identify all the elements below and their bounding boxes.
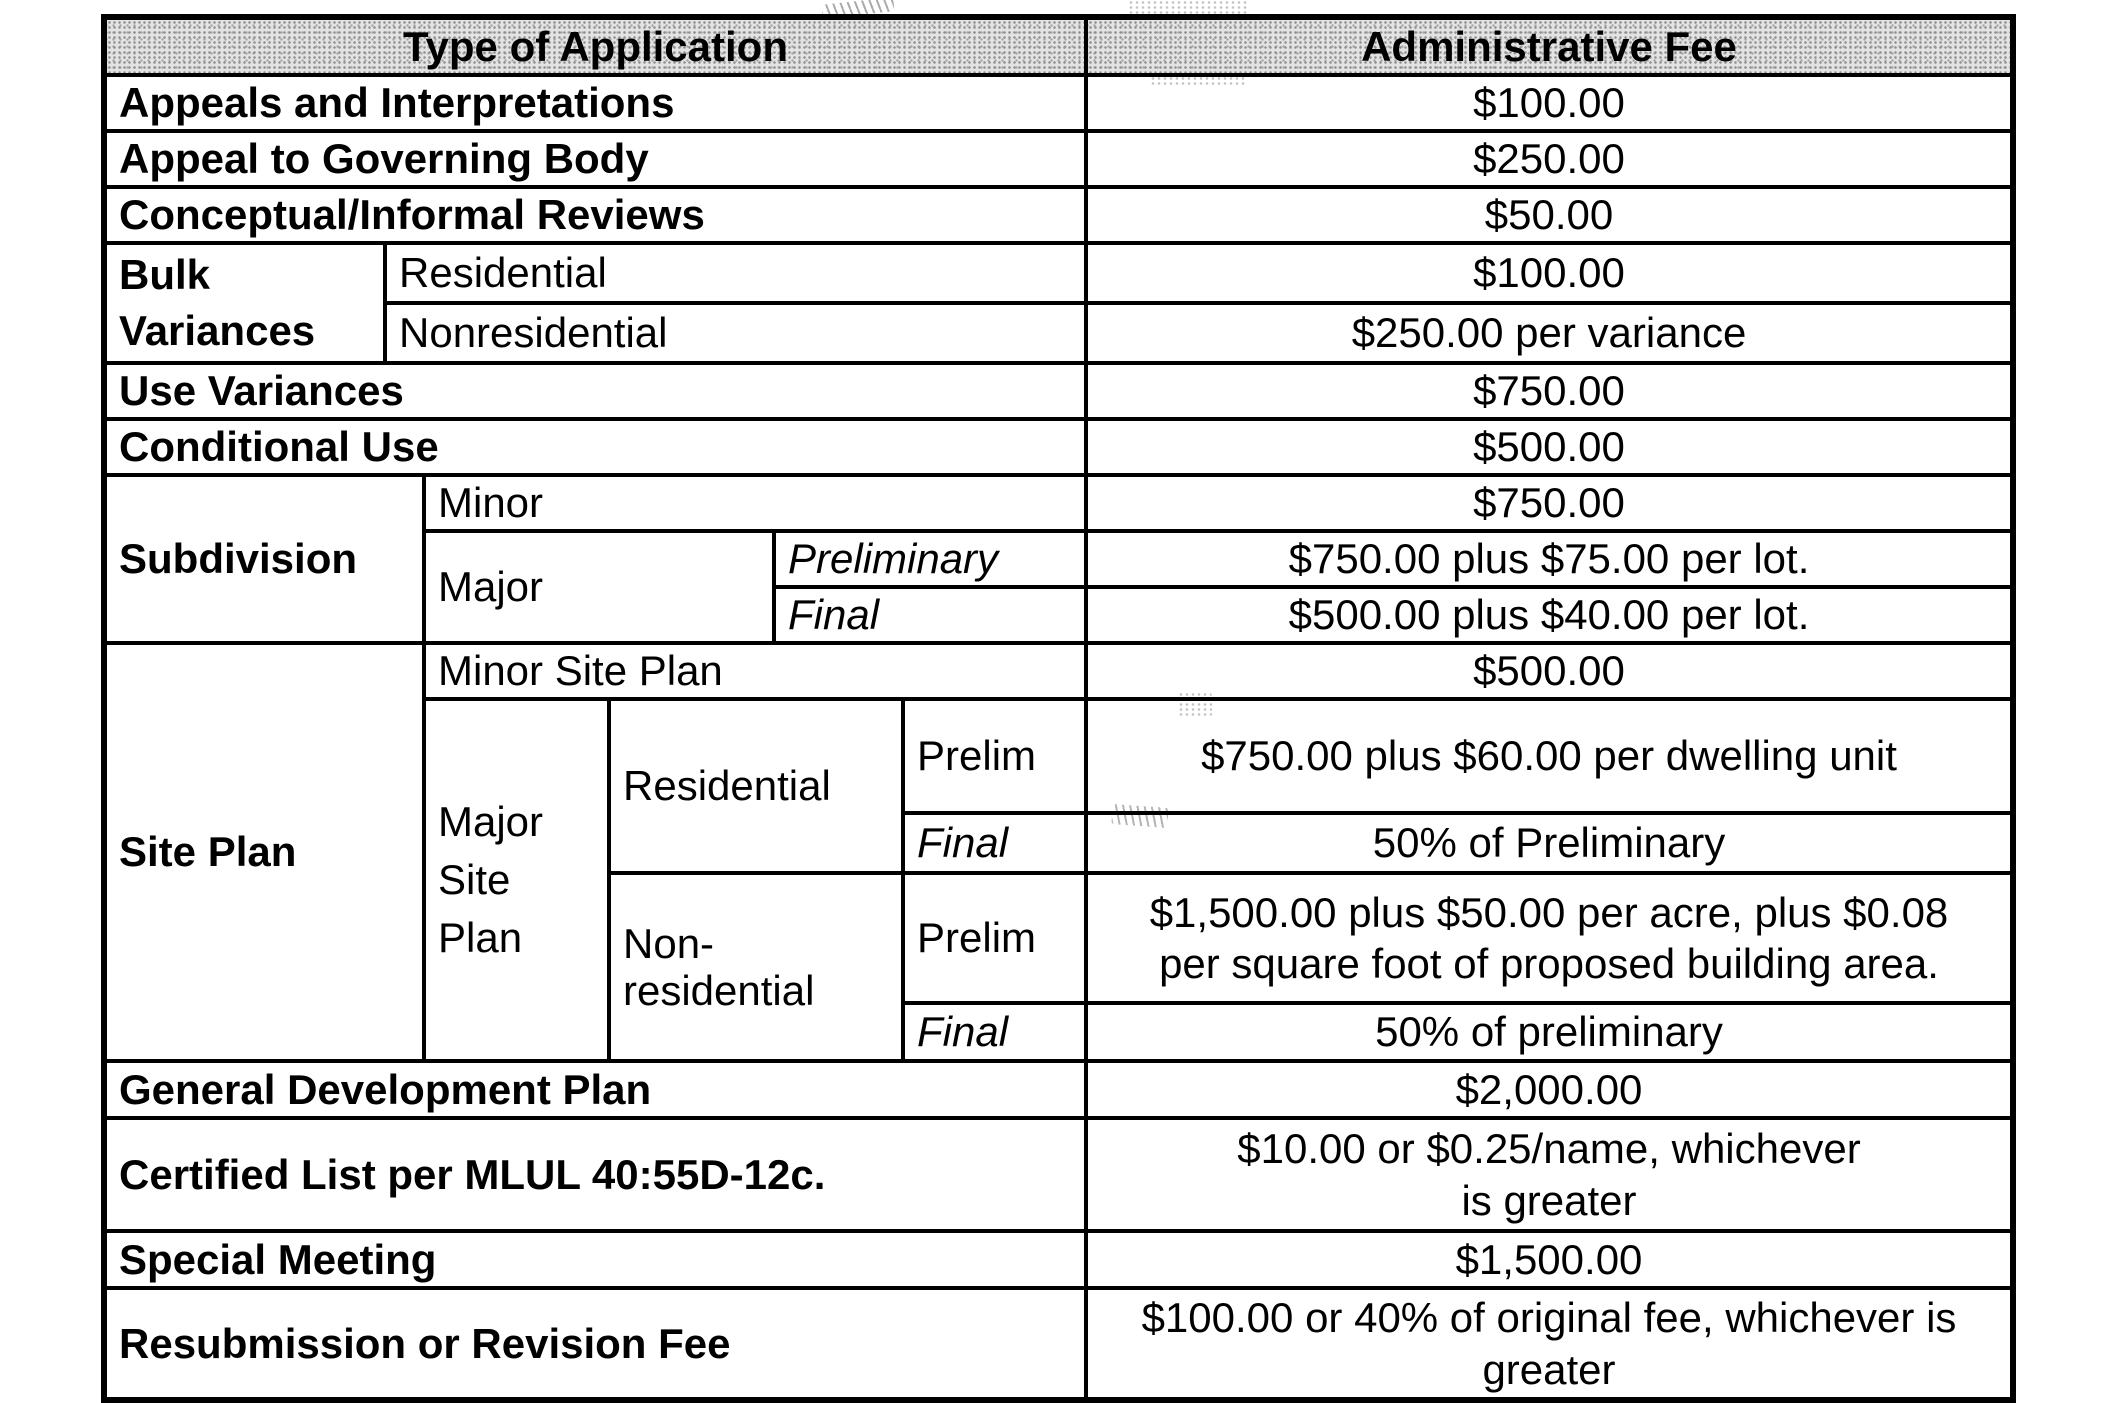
conceptual-reviews-fee-cell — [1086, 187, 2013, 243]
site-plan-residential-final-label: Final — [917, 819, 1009, 867]
site-plan-nonresidential-prelim-fee: $1,500.00 plus $50.00 per acre, plus $0.08 per square foot of proposed building area. — [1149, 888, 1949, 987]
bulk-nonresidential-fee: $250.00 per variance — [1351, 309, 1747, 357]
site-plan-label-cell — [104, 643, 424, 1061]
appeals-fee: $100.00 — [1473, 79, 1625, 127]
fee-schedule-table — [101, 14, 2016, 1403]
site-plan-nonresidential-prelim-fee-cell — [1086, 873, 2013, 1003]
bulk-variances-label: Bulk Variances — [119, 251, 316, 354]
site-plan-label: Site Plan — [119, 828, 297, 876]
site-plan-residential-prelim-fee: $750.00 plus $60.00 per dwelling unit — [1201, 732, 1897, 780]
table-row-general-development-plan — [104, 1061, 2013, 1118]
table-row-certified-list — [104, 1118, 2013, 1231]
subdivision-major-label-cell — [424, 531, 774, 643]
table-row-subdivision-minor — [104, 475, 2013, 531]
conditional-use-label-cell — [104, 419, 1086, 475]
appeal-governing-body-fee-cell — [1086, 131, 2013, 187]
subdivision-final-label: Final — [788, 591, 880, 639]
minor-site-plan-fee: $500.00 — [1473, 647, 1625, 695]
use-variances-fee-cell — [1086, 363, 2013, 419]
table-row-special-meeting — [104, 1231, 2013, 1288]
special-meeting-fee: $1,500.00 — [1455, 1235, 1643, 1283]
site-plan-nonresidential-final-fee: 50% of preliminary — [1375, 1008, 1723, 1056]
conceptual-reviews-fee: $50.00 — [1484, 191, 1614, 239]
resubmission-fee-label: Resubmission or Revision Fee — [119, 1319, 731, 1367]
site-plan-residential-label: Residential — [623, 762, 831, 810]
subdivision-final-fee-cell — [1086, 587, 2013, 643]
site-plan-residential-final-label-cell — [903, 813, 1086, 873]
site-plan-nonresidential-prelim-label-cell — [903, 873, 1086, 1003]
minor-site-plan-label-cell — [424, 643, 1086, 699]
table-row-bulk-variances-nonresidential — [104, 303, 2013, 363]
table-row-bulk-variances-residential — [104, 243, 2013, 303]
table-row-conceptual-reviews — [104, 187, 2013, 243]
type-of-application-header-text: Type of Application — [403, 22, 788, 70]
site-plan-residential-prelim-fee-cell — [1086, 699, 2013, 813]
general-development-plan-label: General Development Plan — [119, 1065, 652, 1113]
bulk-residential-fee: $100.00 — [1473, 249, 1625, 297]
col-header-administrative-fee — [1086, 17, 2013, 75]
subdivision-final-label-cell — [774, 587, 1086, 643]
subdivision-major-label: Major — [438, 563, 544, 611]
major-site-plan-label-cell — [424, 699, 609, 1061]
subdivision-preliminary-label-cell — [774, 531, 1086, 587]
general-development-plan-fee-cell — [1086, 1061, 2013, 1118]
conditional-use-fee: $500.00 — [1473, 423, 1625, 471]
general-development-plan-label-cell — [104, 1061, 1086, 1118]
subdivision-preliminary-fee-cell — [1086, 531, 2013, 587]
appeals-label: Appeals and Interpretations — [119, 79, 675, 127]
bulk-nonresidential-label-cell — [385, 303, 1086, 363]
conditional-use-fee-cell — [1086, 419, 2013, 475]
subdivision-preliminary-fee: $750.00 plus $75.00 per lot. — [1288, 535, 1810, 583]
site-plan-residential-final-fee: 50% of Preliminary — [1372, 819, 1726, 867]
appeals-fee-cell — [1086, 75, 2013, 131]
general-development-plan-fee: $2,000.00 — [1455, 1065, 1643, 1113]
bulk-nonresidential-fee-cell — [1086, 303, 2013, 363]
site-plan-nonresidential-prelim-label: Prelim — [917, 914, 1037, 962]
bulk-nonresidential-label: Nonresidential — [399, 309, 668, 357]
subdivision-minor-fee-cell — [1086, 475, 2013, 531]
site-plan-residential-label-cell — [609, 699, 903, 873]
table-row-minor-site-plan — [104, 643, 2013, 699]
certified-list-label-cell — [104, 1118, 1086, 1231]
subdivision-minor-label: Minor — [438, 479, 544, 527]
certified-list-label: Certified List per MLUL 40:55D-12c. — [119, 1150, 826, 1198]
table-row-appeal-governing-body — [104, 131, 2013, 187]
table-row-appeals — [104, 75, 2013, 131]
conditional-use-label: Conditional Use — [119, 423, 439, 471]
bulk-residential-fee-cell — [1086, 243, 2013, 303]
appeal-governing-body-fee: $250.00 — [1473, 135, 1625, 183]
special-meeting-label: Special Meeting — [119, 1235, 437, 1283]
certified-list-fee-cell — [1086, 1118, 2013, 1231]
bulk-residential-label-cell — [385, 243, 1086, 303]
site-plan-nonresidential-label: Non-residential — [623, 919, 815, 1014]
col-header-type-of-application — [104, 17, 1086, 75]
major-site-plan-label: Major Site Plan — [438, 798, 544, 961]
subdivision-label-cell — [104, 475, 424, 643]
use-variances-label: Use Variances — [119, 367, 404, 415]
minor-site-plan-label: Minor Site Plan — [438, 647, 723, 695]
use-variances-label-cell — [104, 363, 1086, 419]
special-meeting-fee-cell — [1086, 1231, 2013, 1288]
site-plan-residential-prelim-label: Prelim — [917, 732, 1037, 780]
conceptual-reviews-label-cell — [104, 187, 1086, 243]
site-plan-nonresidential-final-label-cell — [903, 1003, 1086, 1061]
certified-list-fee: $10.00 or $0.25/name, whichever is greater — [1237, 1125, 1861, 1224]
header-row — [104, 17, 2013, 75]
bulk-variances-label-cell — [104, 243, 385, 363]
site-plan-residential-prelim-label-cell — [903, 699, 1086, 813]
subdivision-preliminary-label: Preliminary — [788, 535, 999, 583]
subdivision-minor-fee: $750.00 — [1473, 479, 1625, 527]
administrative-fee-header-text: Administrative Fee — [1361, 22, 1737, 70]
resubmission-fee-fee: $100.00 or 40% of original fee, whichever is greater — [1141, 1294, 1957, 1393]
table-row-use-variances — [104, 363, 2013, 419]
resubmission-fee-label-cell — [104, 1288, 1086, 1400]
site-plan-residential-final-fee-cell — [1086, 813, 2013, 873]
subdivision-label: Subdivision — [119, 535, 358, 583]
site-plan-nonresidential-final-label: Final — [917, 1008, 1009, 1056]
use-variances-fee: $750.00 — [1473, 367, 1625, 415]
resubmission-fee-fee-cell — [1086, 1288, 2013, 1400]
appeal-governing-body-label-cell — [104, 131, 1086, 187]
conceptual-reviews-label: Conceptual/Informal Reviews — [119, 191, 705, 239]
subdivision-final-fee: $500.00 plus $40.00 per lot. — [1288, 591, 1810, 639]
special-meeting-label-cell — [104, 1231, 1086, 1288]
table-row-conditional-use — [104, 419, 2013, 475]
site-plan-nonresidential-label-cell — [609, 873, 903, 1061]
subdivision-minor-label-cell — [424, 475, 1086, 531]
minor-site-plan-fee-cell — [1086, 643, 2013, 699]
bulk-residential-label: Residential — [399, 249, 607, 297]
appeals-label-cell — [104, 75, 1086, 131]
table-row-resubmission-fee — [104, 1288, 2013, 1400]
appeal-governing-body-label: Appeal to Governing Body — [119, 135, 649, 183]
site-plan-nonresidential-final-fee-cell — [1086, 1003, 2013, 1061]
